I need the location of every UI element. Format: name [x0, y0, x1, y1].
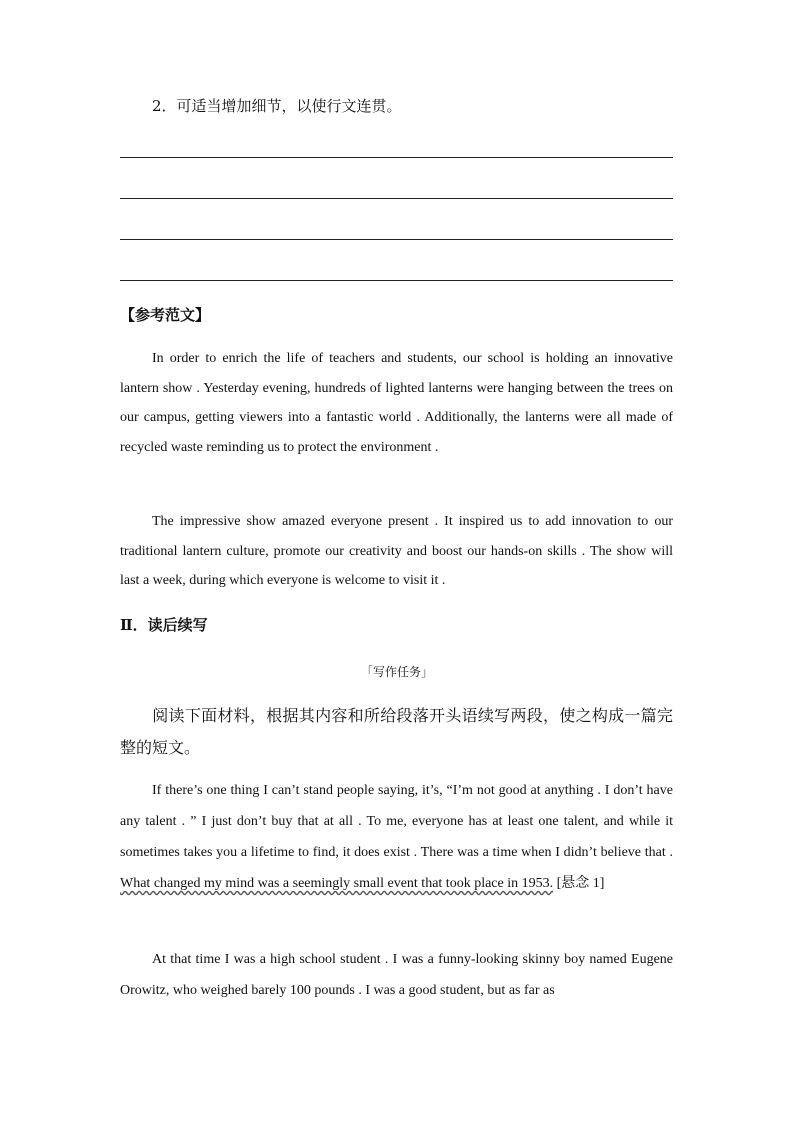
story-paragraph-1 — [120, 775, 673, 899]
story-paragraph-1-text: If there’s one thing I can’t stand people saying, it’s, “I’m not good at anything . I don’t have any talent . ” I just don’t buy that at all . To me, everyone has at least one talent, and while it sometimes takes you a lifetime to find, it does exist . There was a time when I didn’t believe that . — [120, 783, 673, 860]
task-label: 「写作任务」 — [360, 665, 433, 679]
instruction-text: 阅读下面材料，根据其内容和所给段落开头语续写两段，使之构成一篇完整的短文。 — [120, 706, 673, 757]
sample-paragraph-1-text: In order to enrich the life of teachers and students, our school is holding an innovative lantern show . Yesterday evening, hundreds of lighted lanterns were hanging between the trees on our campus, getting viewers into a fantastic world . Additionally, the lanterns were all made of recycled waste reminding us to protect the environment . — [120, 351, 673, 455]
section-heading: Ⅱ．读后续写 — [120, 616, 208, 634]
story-underlined-sentence: What changed my mind was a seemingly small event that took place in 1953. — [120, 876, 554, 891]
story-annotation: [悬念 1] — [553, 876, 605, 891]
answer-line — [120, 198, 673, 199]
sample-paragraph-2-text: The impressive show amazed everyone present . It inspired us to add innovation to our traditional lantern culture, promote our creativity and boost our hands-on skills . The show will last a week, during which everyone is welcome to visit it . — [120, 514, 673, 588]
answer-line — [120, 157, 673, 158]
answer-line — [120, 239, 673, 240]
instruction-paragraph — [120, 700, 673, 764]
answer-line — [120, 280, 673, 281]
sample-essay-heading: 【参考范文】 — [120, 306, 211, 324]
requirement-item-2: 2．可适当增加细节，以使行文连贯。 — [152, 97, 402, 115]
story-paragraph-2-text: At that time I was a high school student . I was a funny-looking skinny boy named Eugene Orowitz, who weighed barely 100 pounds . I was a good student, but as far as — [120, 952, 673, 998]
sample-paragraph-1 — [120, 344, 673, 462]
story-paragraph-2 — [120, 944, 673, 1006]
sample-paragraph-2 — [120, 507, 673, 596]
